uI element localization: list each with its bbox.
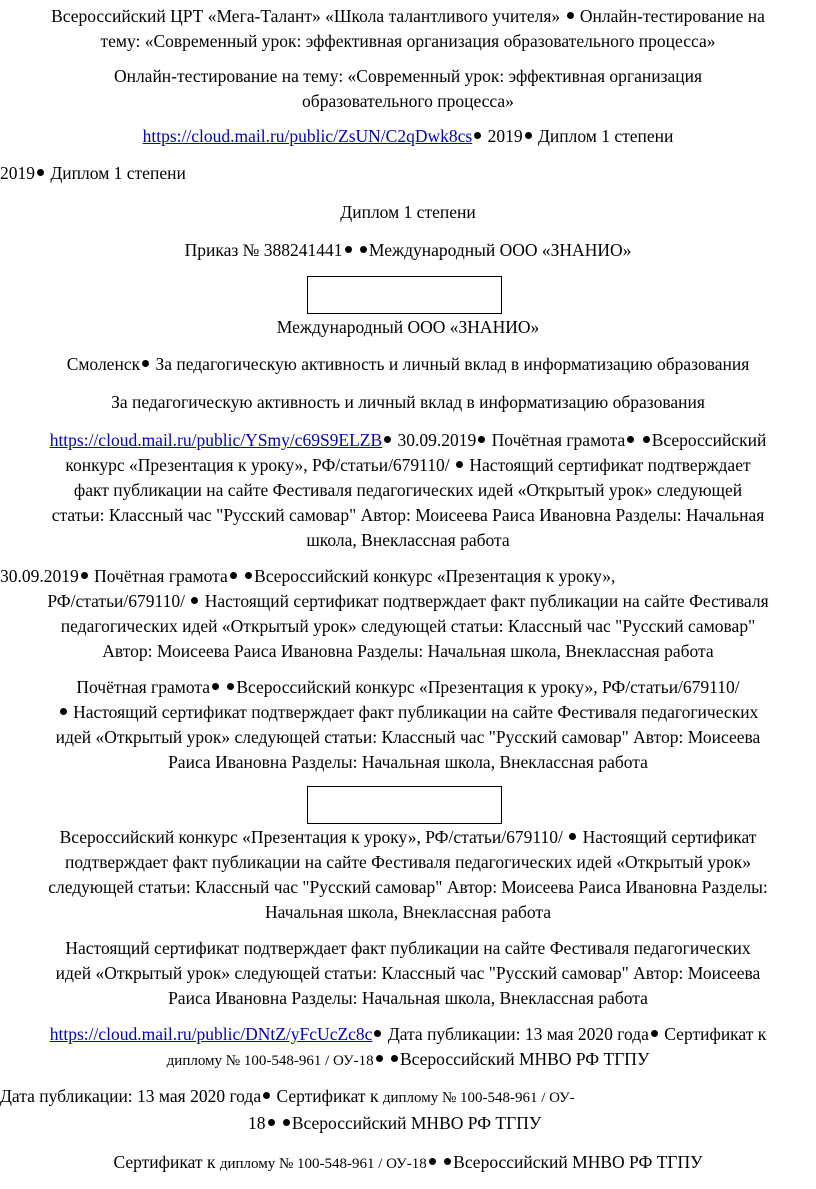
paragraph-8 [0, 352, 816, 377]
text: За педагогическую активность и личный вклад в информатизацию образования [111, 392, 705, 412]
text: тему: «Современный урок: эффективная организация образовательного процесса» [100, 31, 716, 51]
bullet-icon [245, 572, 252, 579]
text: идей «Открытый урок» следующей статьи: Классный час "Русский самовар" Автор: Моисеева [55, 727, 761, 747]
paragraph-7 [0, 315, 816, 340]
paragraph-10 [0, 428, 816, 553]
text: Всероссийский МНВО РФ ТГПУ [291, 1113, 542, 1133]
text: Дата публикации: 13 мая 2020 года [0, 1086, 262, 1106]
text: Диплом 1 степени [50, 163, 186, 183]
bullet-icon [37, 169, 44, 176]
text: Почётная грамота [94, 566, 228, 586]
paragraph-12 [0, 675, 816, 775]
text: Диплом 1 степени [340, 202, 476, 222]
bullet-icon [384, 436, 391, 443]
text: школа, Внеклассная работа [306, 530, 510, 550]
text: РФ/статьи/679110/ [47, 591, 185, 611]
paragraph-14 [0, 936, 816, 1011]
bullet-icon [456, 461, 463, 468]
empty-image-frame [307, 276, 502, 314]
text: Всероссийский МНВО РФ ТГПУ [453, 1152, 703, 1172]
text: 2019 [487, 126, 523, 146]
text: Сертификат к [276, 1086, 379, 1106]
text: Всероссийский конкурс «Презентация к уроку», [254, 566, 616, 586]
text: Раиса Ивановна Разделы: Начальная школа, Внеклассная работа [168, 752, 648, 772]
bullet-icon [283, 1119, 290, 1126]
paragraph-6 [0, 238, 816, 263]
text: Всероссийский конкурс «Презентация к уроку», РФ/статьи/679110/ [59, 827, 563, 847]
paragraph-1 [0, 4, 816, 54]
text: Настоящий сертификат подтверждает факт публикации на сайте Фестиваля педагогических [65, 938, 751, 958]
bullet-icon [360, 246, 367, 253]
text: Настоящий сертификат [582, 827, 757, 847]
bullet-icon [525, 132, 532, 139]
text: 18 [248, 1113, 266, 1133]
bullet-icon [478, 436, 485, 443]
text: Международный ООО «ЗНАНИО» [368, 240, 632, 260]
bullet-icon [345, 246, 352, 253]
paragraph-4 [0, 161, 816, 186]
paragraph-11 [0, 564, 816, 664]
bullet-icon [227, 683, 234, 690]
link[interactable]: https://cloud.mail.ru/public/ZsUN/C2qDwk8cs [142, 126, 473, 146]
text: статьи: Классный час "Русский самовар" Автор: Моисеева Раиса Ивановна Разделы: Начальная [51, 505, 765, 525]
bullet-icon [374, 1030, 381, 1037]
text: диплому № 100-548-961 / ОУ- [382, 1090, 575, 1106]
bullet-icon [627, 436, 634, 443]
text: Сертификат к [113, 1152, 216, 1172]
text: Сертификат к [664, 1024, 767, 1044]
bullet-icon [391, 1055, 398, 1062]
bullet-icon [230, 572, 237, 579]
empty-image-frame [307, 786, 502, 824]
text: Начальная школа, Внеклассная работа [264, 902, 552, 922]
text: Раиса Ивановна Разделы: Начальная школа, Внеклассная работа [168, 988, 648, 1008]
text: Автор: Моисеева Раиса Ивановна Разделы: Начальная школа, Внеклассная работа [102, 641, 714, 661]
paragraph-17 [0, 1150, 816, 1177]
text: 30.09.2019 [397, 430, 477, 450]
bullet-icon [444, 1158, 451, 1165]
paragraph-5 [0, 200, 816, 225]
text: Всероссийский [651, 430, 767, 450]
text: 2019 [0, 163, 35, 183]
link[interactable]: https://cloud.mail.ru/public/YSmy/c69S9ELZB [49, 430, 383, 450]
text: Приказ № 388241441 [184, 240, 343, 260]
bullet-icon [142, 360, 149, 367]
bullet-icon [429, 1158, 436, 1165]
text: Онлайн-тестирование на тему: «Современный урок: эффективная организация [113, 66, 703, 86]
text: Почётная грамота [491, 430, 626, 450]
text: Смоленск [66, 354, 141, 374]
text: Почётная грамота [76, 677, 210, 697]
bullet-icon [569, 833, 576, 840]
text: диплому № 100-548-961 / ОУ-18 [219, 1156, 427, 1172]
paragraph-3 [0, 124, 816, 149]
text: Диплом 1 степени [537, 126, 674, 146]
paragraph-13 [0, 825, 816, 925]
paragraph-9 [0, 390, 816, 415]
text: Всероссийский ЦРТ «Мега-Талант» «Школа талантливого учителя» [51, 6, 561, 26]
text: конкурс «Презентация к уроку», РФ/статьи/679110/ [65, 455, 450, 475]
text: Всероссийский МНВО РФ ТГПУ [399, 1049, 650, 1069]
paragraph-16 [0, 1084, 816, 1136]
text: Настоящий сертификат подтверждает [469, 455, 751, 475]
bullet-icon [81, 572, 88, 579]
bullet-icon [191, 597, 198, 604]
bullet-icon [212, 683, 219, 690]
text: образовательного процесса» [302, 91, 514, 111]
text: За педагогическую активность и личный вклад в информатизацию образования [155, 354, 750, 374]
text: следующей статьи: Классный час "Русский самовар" Автор: Моисеева Раиса Ивановна Разделы: [48, 877, 768, 897]
bullet-icon [60, 708, 67, 715]
text: идей «Открытый урок» следующей статьи: Классный час "Русский самовар" Автор: Моисеева [55, 963, 761, 983]
text: Дата публикации: 13 мая 2020 года [387, 1024, 649, 1044]
bullet-icon [268, 1119, 275, 1126]
text: Онлайн-тестирование на [579, 6, 765, 26]
paragraph-2 [0, 64, 816, 114]
text: 30.09.2019 [0, 566, 79, 586]
text: Международный ООО «ЗНАНИО» [276, 317, 540, 337]
paragraph-15 [0, 1022, 816, 1074]
text: Настоящий сертификат подтверждает факт публикации на сайте Фестиваля [204, 591, 769, 611]
text: подтверждает факт публикации на сайте Фестиваля педагогических идей «Открытый урок» [65, 852, 751, 872]
bullet-icon [643, 436, 650, 443]
text: диплому № 100-548-961 / ОУ-18 [166, 1053, 374, 1069]
bullet-icon [567, 12, 574, 19]
text: Всероссийский конкурс «Презентация к уроку», РФ/статьи/679110/ [236, 677, 740, 697]
bullet-icon [376, 1055, 383, 1062]
bullet-icon [474, 132, 481, 139]
text: факт публикации на сайте Фестиваля педагогических идей «Открытый урок» следующей [73, 480, 743, 500]
text: педагогических идей «Открытый урок» следующей статьи: Классный час "Русский самовар" [60, 616, 756, 636]
bullet-icon [263, 1092, 270, 1099]
text: Настоящий сертификат подтверждает факт публикации на сайте Фестиваля педагогических [73, 702, 759, 722]
bullet-icon [651, 1030, 658, 1037]
link[interactable]: https://cloud.mail.ru/public/DNtZ/yFcUcZc8c [49, 1024, 373, 1044]
